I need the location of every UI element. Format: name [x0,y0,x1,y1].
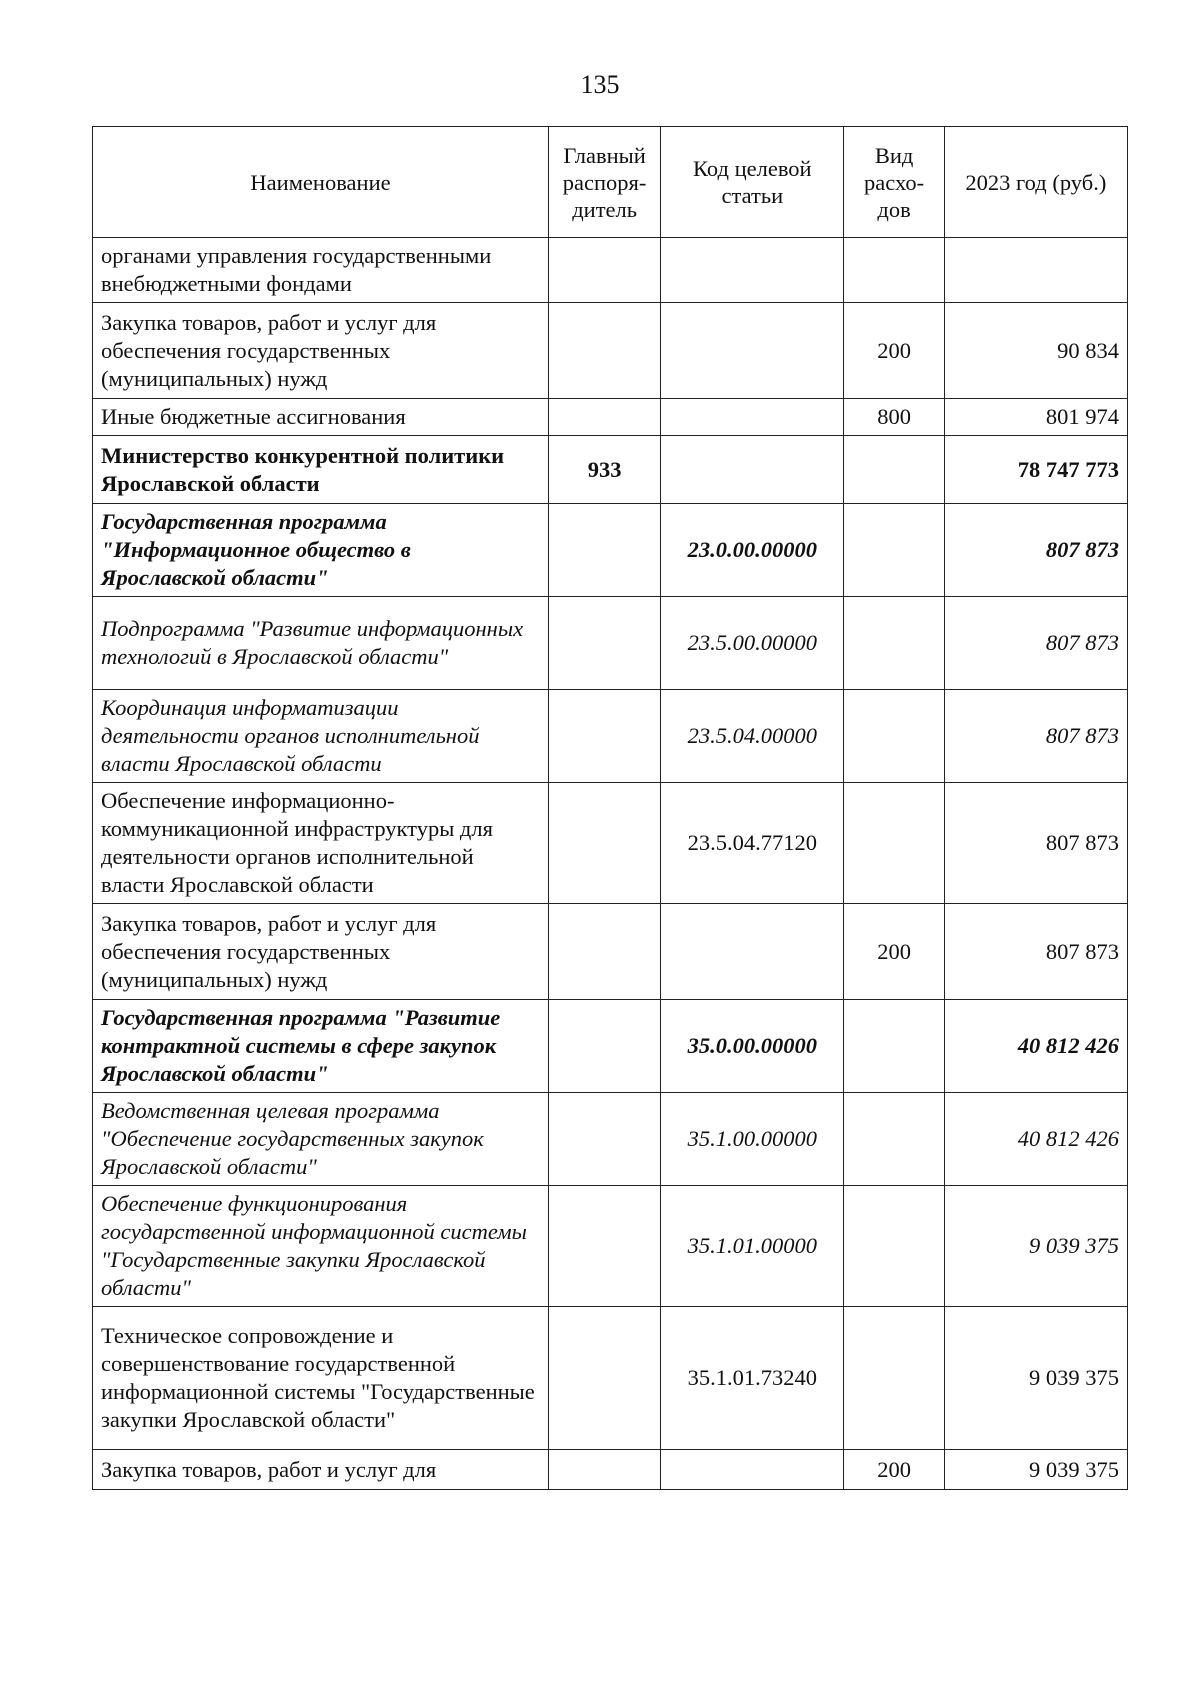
cell-amount: 9 039 375 [944,1186,1127,1307]
cell-code: 35.0.00.00000 [661,1000,844,1093]
cell-type: 200 [844,1450,944,1490]
table-body [93,238,1128,1490]
cell-name: Координация информатизации деятельности органов исполнительной власти Ярославской области [93,690,549,783]
cell-name: Техническое сопровождение и совершенствование государственной информационной системы "Государственные закупки Ярославской области" [93,1307,549,1450]
cell-type [844,1000,944,1093]
cell-admin [549,238,661,303]
cell-admin [549,1093,661,1186]
cell-admin [549,597,661,690]
cell-amount: 40 812 426 [944,1093,1127,1186]
cell-type: 200 [844,904,944,1000]
cell-name: Министерство конкурентной политики Ярославской области [93,436,549,504]
cell-admin [549,504,661,597]
cell-code: 23.0.00.00000 [661,504,844,597]
table-row [93,504,1128,597]
cell-amount: 801 974 [944,399,1127,436]
cell-name: органами управления государственными внебюджетными фондами [93,238,549,303]
cell-name: Обеспечение информационно-коммуникационной инфраструктуры для деятельности органов исполнительной власти Ярославской области [93,783,549,904]
cell-type [844,783,944,904]
cell-admin [549,904,661,1000]
cell-amount: 807 873 [944,904,1127,1000]
cell-type [844,597,944,690]
cell-amount: 807 873 [944,783,1127,904]
cell-code: 23.5.04.00000 [661,690,844,783]
cell-amount: 78 747 773 [944,436,1127,504]
cell-name: Подпрограмма "Развитие информационных технологий в Ярославской области" [93,597,549,690]
cell-code: 35.1.00.00000 [661,1093,844,1186]
header-amount: 2023 год (руб.) [944,127,1127,238]
table-row [93,1186,1128,1307]
cell-amount: 90 834 [944,303,1127,399]
header-name: Наименование [93,127,549,238]
cell-code [661,238,844,303]
table-row [93,399,1128,436]
cell-amount: 807 873 [944,690,1127,783]
cell-code: 23.5.00.00000 [661,597,844,690]
cell-admin [549,399,661,436]
cell-code: 35.1.01.00000 [661,1186,844,1307]
cell-type [844,504,944,597]
cell-amount: 40 812 426 [944,1000,1127,1093]
cell-amount: 9 039 375 [944,1307,1127,1450]
cell-code [661,1450,844,1490]
header-type: Вид расхо-дов [844,127,944,238]
table-row [93,1307,1128,1450]
cell-type [844,1307,944,1450]
cell-name: Государственная программа "Информационное общество в Ярославской области" [93,504,549,597]
cell-type [844,1093,944,1186]
table-row [93,1450,1128,1490]
cell-type [844,238,944,303]
table-row [93,238,1128,303]
cell-type [844,690,944,783]
header-admin: Главный распоря-дитель [549,127,661,238]
table-row [93,690,1128,783]
table-header-row [93,127,1128,238]
cell-amount: 807 873 [944,504,1127,597]
table-row [93,597,1128,690]
table-row [93,904,1128,1000]
cell-code [661,399,844,436]
cell-name: Обеспечение функционирования государственной информационной системы "Государственные закупки Ярославской области" [93,1186,549,1307]
cell-admin [549,1186,661,1307]
cell-admin [549,1307,661,1450]
cell-type [844,436,944,504]
cell-code: 23.5.04.77120 [661,783,844,904]
cell-code: 35.1.01.73240 [661,1307,844,1450]
cell-admin [549,303,661,399]
cell-admin [549,690,661,783]
cell-name: Закупка товаров, работ и услуг для [93,1450,549,1490]
cell-name: Государственная программа "Развитие контрактной системы в сфере закупок Ярославской области" [93,1000,549,1093]
page-number: 135 [580,70,620,99]
cell-amount: 9 039 375 [944,1450,1127,1490]
cell-amount: 807 873 [944,597,1127,690]
table-row [93,303,1128,399]
cell-name: Иные бюджетные ассигнования [93,399,549,436]
table-row [93,1093,1128,1186]
cell-admin: 933 [549,436,661,504]
cell-code [661,303,844,399]
cell-code [661,436,844,504]
table-row [93,783,1128,904]
cell-type: 200 [844,303,944,399]
cell-name: Закупка товаров, работ и услуг для обеспечения государственных (муниципальных) нужд [93,904,549,1000]
cell-code [661,904,844,1000]
cell-name: Закупка товаров, работ и услуг для обеспечения государственных (муниципальных) нужд [93,303,549,399]
cell-name: Ведомственная целевая программа "Обеспечение государственных закупок Ярославской области" [93,1093,549,1186]
table-row [93,1000,1128,1093]
header-code: Код целевой статьи [661,127,844,238]
table-row [93,436,1128,504]
cell-admin [549,1000,661,1093]
cell-type: 800 [844,399,944,436]
cell-admin [549,1450,661,1490]
cell-admin [549,783,661,904]
budget-table [92,126,1128,1490]
cell-type [844,1186,944,1307]
cell-amount [944,238,1127,303]
